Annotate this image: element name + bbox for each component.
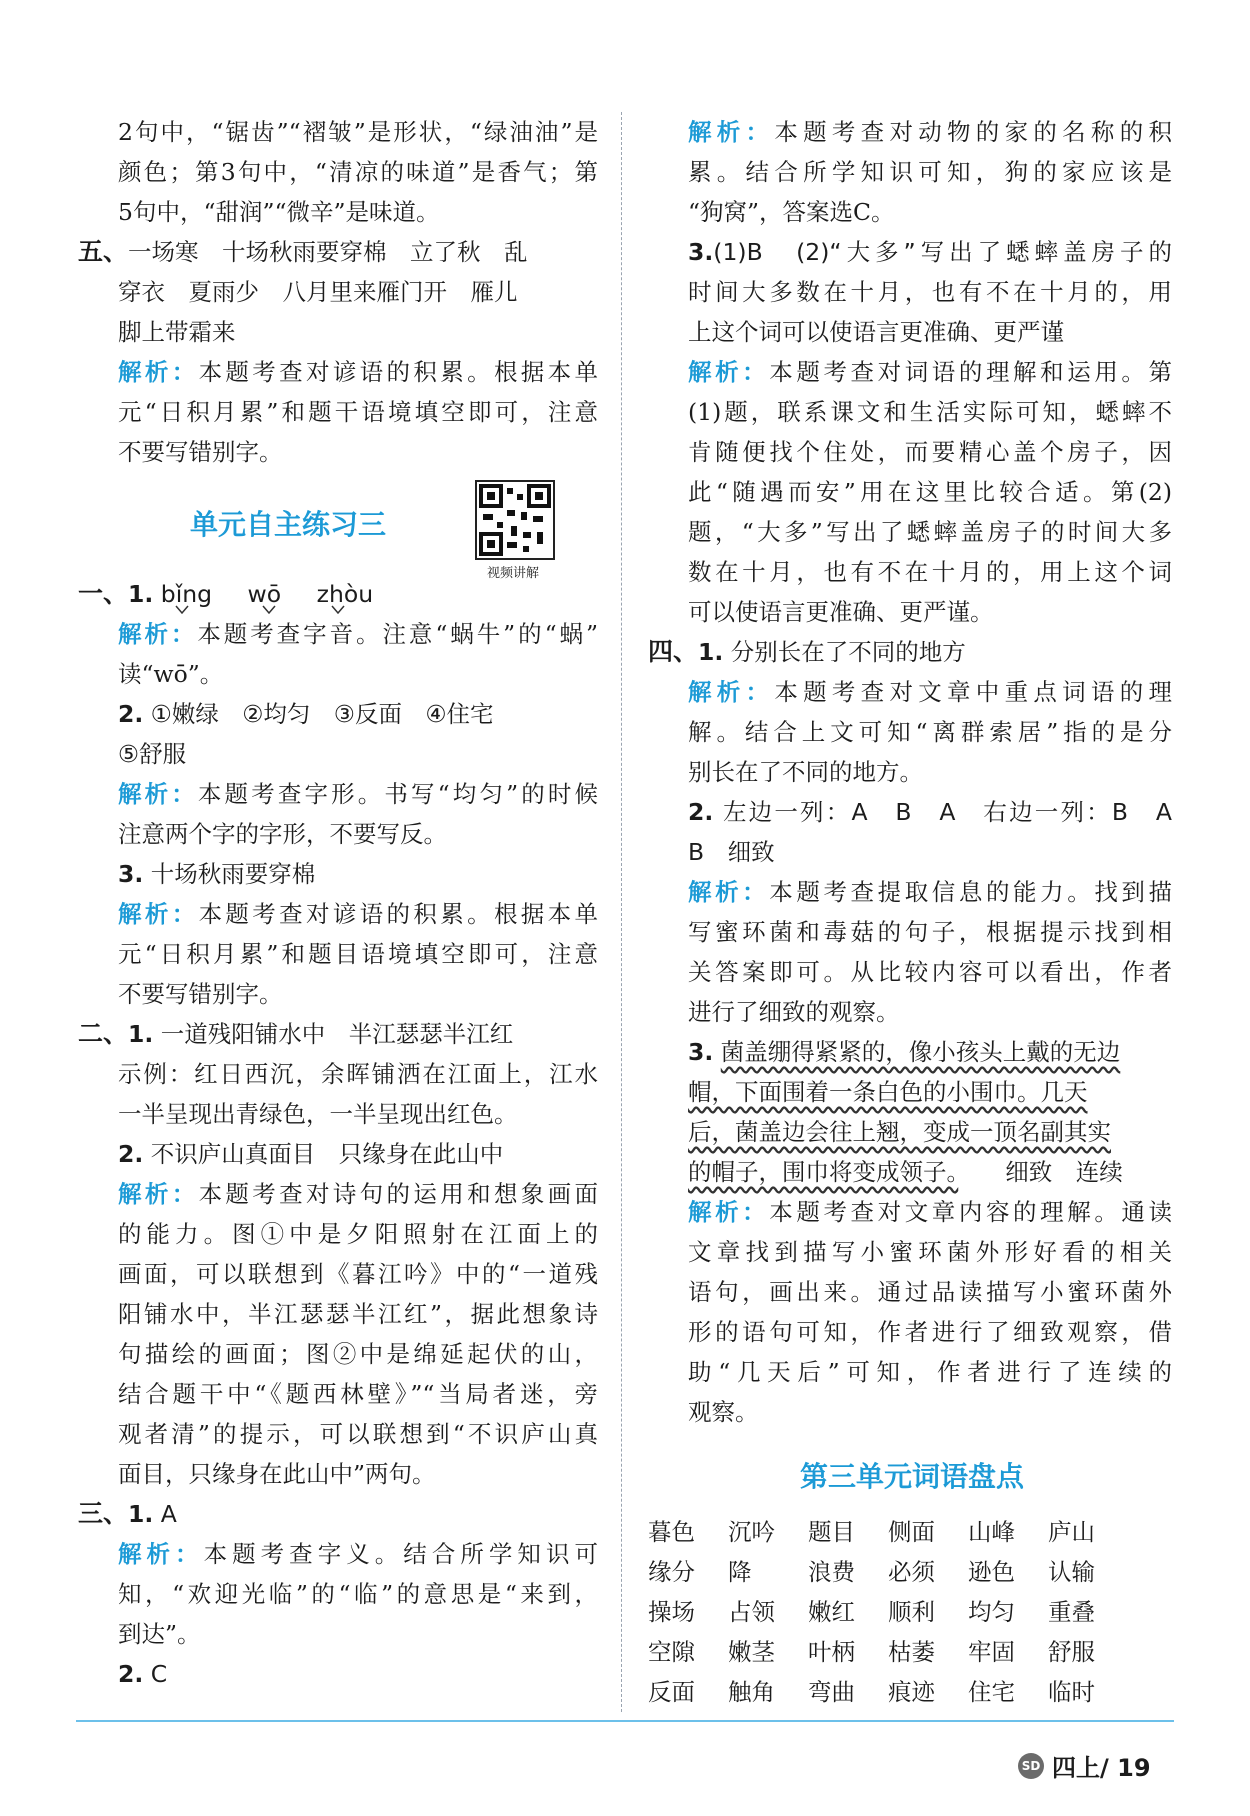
text-line: 2句中，“锯齿”“褶皱”是形状，“绿油油”是 <box>118 118 598 146</box>
word: 叶柄 <box>808 1638 855 1666</box>
answer-line <box>652 1152 1172 1192</box>
analysis-line: 可以使语言更准确、更严谨。 <box>688 598 994 626</box>
analysis-label: 解析： <box>688 118 775 146</box>
analysis-line: 到达”。 <box>118 1620 201 1648</box>
pinyin: wō <box>248 574 282 614</box>
analysis-line: 数在十月，也有不在十月的，用上这个词 <box>688 558 1172 586</box>
analysis-line <box>652 352 1172 392</box>
answer-line <box>78 854 598 894</box>
word: 住宅 <box>968 1678 1015 1706</box>
analysis-text: 本题考查对谚语的积累。根据本单 <box>198 358 599 386</box>
word: 触角 <box>728 1678 775 1706</box>
analysis-line: “狗窝”，答案选C。 <box>688 198 895 226</box>
question-number: 1. <box>128 1020 154 1048</box>
analysis-text: 本题考查对动物的家的名称的积 <box>774 118 1172 146</box>
word-grid <box>648 1512 1172 1712</box>
column-divider <box>621 112 622 1712</box>
underlined-answer: 菌盖绷得紧紧的，像小孩头上戴的无边 <box>720 1038 1121 1066</box>
analysis-line <box>78 1174 598 1214</box>
word: 降 <box>728 1558 752 1586</box>
word: 反面 <box>648 1678 695 1706</box>
answer-line <box>652 232 1172 272</box>
answer-line: 一半呈现出青绿色，一半呈现出红色。 <box>118 1100 518 1128</box>
answer-line <box>78 232 598 272</box>
analysis-text: 本题考查对词语的理解和运用。第 <box>769 358 1173 386</box>
answer-line: 时间大多数在十月，也有不在十月的，用 <box>688 278 1172 306</box>
analysis-line <box>78 894 598 934</box>
question-number: 3. <box>118 860 144 888</box>
word: 逊色 <box>968 1558 1015 1586</box>
word: 认输 <box>1048 1558 1095 1586</box>
analysis-line <box>652 1192 1172 1232</box>
answer-text: ①嫩绿 ②均匀 ③反面 ④住宅 <box>150 700 494 728</box>
answer-line <box>78 694 598 734</box>
analysis-label: 解析： <box>118 1540 204 1568</box>
word: 沉吟 <box>728 1518 775 1546</box>
word: 临时 <box>1048 1678 1095 1706</box>
answer-text: 一道残阳铺水中 半江瑟瑟半江红 <box>160 1020 514 1048</box>
analysis-label: 解析： <box>118 780 198 808</box>
analysis-line <box>78 614 598 654</box>
answer-line: 示例：红日西沉，余晖铺洒在江面上，江水 <box>118 1060 598 1088</box>
question-number: 2. <box>118 700 144 728</box>
answer-line <box>652 1112 1172 1152</box>
analysis-label: 解析： <box>118 900 199 928</box>
analysis-text: 本题考查字音。注意“蜗牛”的“蜗” <box>197 620 599 648</box>
analysis-text: 本题考查字义。结合所学知识可 <box>203 1540 598 1568</box>
analysis-line: 观察。 <box>688 1398 759 1426</box>
analysis-line: 题，“大多”写出了蟋蟀盖房子的时间大多 <box>688 518 1172 546</box>
section-label: 三、 <box>78 1499 129 1528</box>
word: 枯萎 <box>888 1638 935 1666</box>
analysis-line <box>652 872 1172 912</box>
section-label: 一、 <box>78 579 129 608</box>
words-title: 第三单元词语盘点 <box>799 1460 1024 1493</box>
analysis-line: 阳铺水中，半江瑟瑟半江红”，据此想象诗 <box>118 1300 598 1328</box>
right-column <box>648 112 1173 1712</box>
analysis-line: 文章找到描写小蜜环菌外形好看的相关 <box>688 1238 1172 1266</box>
analysis-label: 解析： <box>688 878 770 906</box>
analysis-line: 读“wō”。 <box>118 660 224 688</box>
analysis-text: 本题考查对谚语的积累。根据本单 <box>198 900 599 928</box>
word: 舒服 <box>1048 1638 1095 1666</box>
word-row <box>648 1512 1172 1552</box>
analysis-line: 的能力。图①中是夕阳照射在江面上的 <box>118 1220 598 1248</box>
word: 牢固 <box>968 1638 1015 1666</box>
analysis-line: 句描绘的画面；图②中是绵延起伏的山， <box>118 1340 598 1368</box>
word: 占领 <box>728 1598 775 1626</box>
word: 重叠 <box>1048 1598 1095 1626</box>
answer-line <box>652 1032 1172 1072</box>
answer-line <box>652 792 1172 832</box>
underlined-answer: 帽，下面围着一条白色的小围巾。几天 <box>688 1078 1088 1106</box>
word: 均匀 <box>968 1598 1015 1626</box>
analysis-line: 注意两个字的字形，不要写反。 <box>118 820 447 848</box>
word: 嫩红 <box>808 1598 855 1626</box>
analysis-line: 别长在了不同的地方。 <box>688 758 923 786</box>
answer-text: 分别长在了不同的地方 <box>730 638 966 666</box>
answer-text: C <box>150 1660 168 1688</box>
left-column <box>78 112 598 1694</box>
answer-line <box>78 1494 598 1534</box>
question-number: 3. <box>688 238 714 266</box>
word-row <box>648 1592 1172 1632</box>
analysis-line: 元“日积月累”和题目语境填空即可，注意 <box>118 940 598 968</box>
analysis-line <box>78 774 598 814</box>
word: 山峰 <box>968 1518 1015 1546</box>
analysis-label: 解析： <box>118 358 199 386</box>
qr-code-icon <box>477 482 553 558</box>
sd-logo-icon: SD <box>1018 1753 1044 1779</box>
analysis-label: 解析： <box>118 1180 199 1208</box>
analysis-line: 元“日积月累”和题干语境填空即可，注意 <box>118 398 598 426</box>
word: 嫩茎 <box>728 1638 775 1666</box>
word: 必须 <box>888 1558 935 1586</box>
qr-code[interactable] <box>475 480 555 560</box>
analysis-text: 本题考查对文章内容的理解。通读 <box>769 1198 1173 1226</box>
text-line: 5句中，“甜润”“微辛”是味道。 <box>118 198 440 226</box>
answer-text: 细致 连续 <box>1005 1158 1123 1186</box>
word: 弯曲 <box>808 1678 855 1706</box>
analysis-line: 解。结合上文可知“离群索居”指的是分 <box>688 718 1172 746</box>
question-number: 1. <box>128 1500 154 1528</box>
answer-text: 一场寒 十场秋雨要穿棉 立了秋 乱 <box>128 238 528 266</box>
analysis-label: 解析： <box>688 1198 770 1226</box>
analysis-line: (1)题，联系课文和生活实际可知，蟋蟀不 <box>688 398 1172 426</box>
analysis-line: 累。结合所学知识可知，狗的家应该是 <box>688 158 1172 186</box>
word: 操场 <box>648 1598 695 1626</box>
analysis-line: 写蜜环菌和毒菇的句子，根据提示找到相 <box>688 918 1172 946</box>
underlined-answer: 的帽子，围巾将变成领子。 <box>688 1158 959 1186</box>
qr-caption: 视频讲解 <box>486 566 539 581</box>
word: 浪费 <box>808 1558 855 1586</box>
section-label: 二、 <box>78 1019 129 1048</box>
analysis-line: 不要写错别字。 <box>118 438 283 466</box>
word-row <box>648 1672 1172 1712</box>
analysis-label: 解析： <box>118 620 198 648</box>
answer-line: 上这个词可以使语言更准确、更严谨 <box>688 318 1064 346</box>
word: 缘分 <box>648 1558 695 1586</box>
analysis-line: 知，“欢迎光临”的“临”的意思是“来到， <box>118 1580 598 1608</box>
question-number: 1. <box>698 638 724 666</box>
analysis-line: 进行了细致的观察。 <box>688 998 900 1026</box>
word: 痕迹 <box>888 1678 935 1706</box>
section-label: 四、 <box>648 637 699 666</box>
analysis-line: 观者清”的提示，可以联想到“不识庐山真 <box>118 1420 598 1448</box>
analysis-line <box>652 112 1172 152</box>
page-number: 四上/ 19 <box>1052 1754 1151 1782</box>
word: 暮色 <box>648 1518 695 1546</box>
underlined-answer: 后，菌盖边会往上翘，变成一顶名副其实 <box>688 1118 1111 1146</box>
analysis-label: 解析： <box>688 678 775 706</box>
question-number: 2. <box>118 1140 144 1168</box>
analysis-line: 此“随遇而安”用在这里比较合适。第(2) <box>688 478 1172 506</box>
word: 空隙 <box>648 1638 695 1666</box>
analysis-text: 本题考查对文章中重点词语的理 <box>774 678 1172 706</box>
answer-text: (1)B (2)“大多”写出了蟋蟀盖房子的 <box>713 238 1172 266</box>
text-line: 颜色；第3句中，“清凉的味道”是香气；第 <box>118 158 598 186</box>
word: 侧面 <box>888 1518 935 1546</box>
answer-line <box>78 1654 598 1694</box>
word: 顺利 <box>888 1598 935 1626</box>
analysis-text: 本题考查提取信息的能力。找到描 <box>769 878 1173 906</box>
analysis-line <box>78 1534 598 1574</box>
analysis-text: 本题考查字形。书写“均匀”的时候 <box>197 780 599 808</box>
analysis-text: 本题考查对诗句的运用和想象画面 <box>198 1180 599 1208</box>
answer-line <box>78 1134 598 1174</box>
word-row <box>648 1552 1172 1592</box>
answer-text: 左边一列：A B A 右边一列：B A <box>722 798 1172 826</box>
answer-line: ⑤舒服 <box>118 740 187 768</box>
analysis-line: 形的语句可知，作者进行了细致观察，借 <box>688 1318 1172 1346</box>
answer-text: 不识庐山真面目 只缘身在此山中 <box>150 1140 504 1168</box>
analysis-label: 解析： <box>688 358 770 386</box>
answer-line: 脚上带霜来 <box>118 318 236 346</box>
answer-line <box>648 632 1172 672</box>
question-number: 2. <box>118 1660 144 1688</box>
section-label: 五、 <box>78 237 129 266</box>
analysis-line: 画面，可以联想到《暮江吟》中的“一道残 <box>118 1260 598 1288</box>
pinyin: zhòu <box>317 574 374 614</box>
answer-line <box>652 1072 1172 1112</box>
answer-line: 穿衣 夏雨少 八月里来雁门开 雁儿 <box>118 278 518 306</box>
analysis-line: 关答案即可。从比较内容可以看出，作者 <box>688 958 1172 986</box>
footer-rule <box>76 1720 1174 1722</box>
word: 庐山 <box>1048 1518 1095 1546</box>
word: 题目 <box>808 1518 855 1546</box>
pinyin: bǐng <box>161 574 212 614</box>
analysis-line: 不要写错别字。 <box>118 980 283 1008</box>
answer-text: 十场秋雨要穿棉 <box>150 860 316 888</box>
word-row <box>648 1632 1172 1672</box>
analysis-line: 助“几天后”可知，作者进行了连续的 <box>688 1358 1172 1386</box>
question-number: 3. <box>688 1038 714 1066</box>
analysis-line: 面目，只缘身在此山中”两句。 <box>118 1460 436 1488</box>
question-number: 2. <box>688 798 714 826</box>
analysis-line: 语句，画出来。通过品读描写小蜜环菌外 <box>688 1278 1172 1306</box>
question-number: 1. <box>128 580 154 608</box>
page-footer <box>1018 1748 1151 1783</box>
analysis-line: 肯随便找个住处，而要精心盖个房子，因 <box>688 438 1172 466</box>
analysis-line: 结合题干中“《题西林壁》”“当局者迷，旁 <box>118 1380 598 1408</box>
answer-line <box>78 1014 598 1054</box>
analysis-line <box>652 672 1172 712</box>
analysis-line <box>78 352 598 392</box>
unit-title: 单元自主练习三 <box>189 508 386 541</box>
answer-line: B 细致 <box>688 838 775 866</box>
answer-text: A <box>160 1500 177 1528</box>
